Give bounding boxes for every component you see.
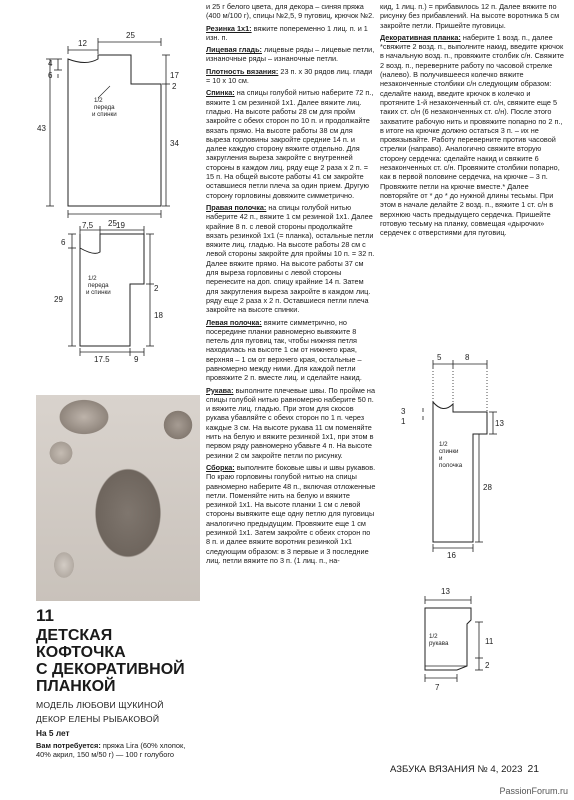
pattern4-label-fraction: 1/2 [429,633,438,640]
pattern1-dim-2: 2 [172,82,177,91]
pattern1-dim-17: 17 [170,71,179,80]
pattern1-label-front: переда [94,104,115,111]
magazine-name: АЗБУКА ВЯЗАНИЯ № 4, 2023 [389,764,523,775]
project-title-block [36,606,201,760]
pattern1-label-fraction: 1/2 [94,97,103,104]
pattern4-dim-7: 7 [435,683,440,692]
pattern3-dim-5: 5 [437,353,442,362]
project-number: 11 [36,606,54,625]
pattern1-dim-43: 43 [37,124,46,133]
pattern2-dim-18: 18 [154,311,163,320]
pattern2-label-fraction: 1/2 [88,275,97,282]
pattern4-dim-13: 13 [441,587,450,596]
pattern1-dim-25-bottom: 25 [108,219,117,228]
pattern-schematic-2 [36,222,206,362]
project-title: ДЕТСКАЯ КОФТОЧКА С ДЕКОРАТИВНОЙ ПЛАНКОЙ [36,627,185,695]
materials-text: Вам потребуется: пряжа Lira (60% хлопок, 40% акрил, 150 м/50 г) — 100 г голубого [36,741,186,760]
pattern2-dim-2: 2 [154,284,159,293]
decor-credit: ДЕКОР ЕЛЕНЫ РЫБАКОВОЙ [36,714,160,724]
pattern-schematic-1 [36,26,206,231]
pattern1-dim-12: 12 [78,39,87,48]
watermark: PassionForum.ru [499,786,568,796]
instructions-column-2 [206,2,376,568]
pattern3-dim-8: 8 [465,353,470,362]
model-credit: МОДЕЛЬ ЛЮБОВИ ЩУКИНОЙ [36,700,164,710]
pattern-schematic-3 [395,350,555,560]
pattern-schematic-4 [395,578,535,698]
pattern1-dim-6: 6 [48,71,53,80]
pattern4-dim-2: 2 [485,661,490,670]
rib-paragraph: Резинка 1х1: вяжите попеременно 1 лиц. п. и 1 изн. п. [206,23,368,42]
pattern3-dim-13: 13 [495,419,504,428]
pattern3-label-fraction: 1/2 [439,441,448,448]
pattern3-dim-16: 16 [447,551,456,560]
stockinette-paragraph: Лицевая гладь: лицевые ряды – лицевые петли, изнаночные ряды – изнаночные петли. [206,45,375,64]
pattern1-label-back: и спинки [92,111,117,118]
page-footer [390,764,539,775]
sleeves-paragraph: Рукава: выполните плечевые швы. По пройме на спицы голубой нитью равномерно наберите 50 п. и вяжите лиц. гладью. При этом для скосов рукава убавляйте с обеих сторон по 1 п. через каждые 3 см. На высоте рукава 11 см поменяйте нить на белую и вяжите резинкой 1х1, при этом в первом ряду равномерно убавьте 4 п. На высоте резинки 2 см закройте петли по рисунку. [206,385,376,460]
decorative-strip-paragraph: Декоративная планка: наберите 1 возд. п., далее *свяжите 2 возд. п., выполните накид, введите крючок в начальную возд. п., провяжите столбик с/н. Свяжите 2 возд. п., переверните работу по часовой стрелке (налево). В получившееся колечко вяжите незаконченные столбики с/н следующим образом: сделайте накид, введите крючок в колечко и протяните 1-й незаконченный ст. с/н, свяжите еще 5 таких ст. с/н (6 незаконченных ст. с/н). После этого захватите рабочую нить и провяжите попарно по 2 п., в итоге на крючке должно остаться 3 п. – их не провязывайте. Работу переверните против часовой стрелки (направо). Аналогично свяжите вторую сторону сердечка: сделайте накид и свяжите 6 незаконченных ст. с/н. Провяжите столбики попарно, как в первой половине сердечка, на крючке – 3 п. Провяжите петли на крючке вместе.* Далее повторяйте от * до * до нужной длины тесьмы. При этом в начале делайте 2 возд. п., вяжите 1 ст. с/н в верхнюю часть предыдущего сердечка. Пришейте готовую тесьму на планку, совмещая «дырочки» сердечек с отверстиями для пуговиц. [380,32,564,238]
size-info: На 5 лет [36,728,70,738]
pattern4-label-sleeve: рукава [429,640,449,647]
pattern2-label-back: и спинки [86,289,111,296]
pattern3-label-front: полочка [439,462,463,469]
pattern3-dim-1: 1 [401,417,406,426]
assembly-paragraph: Сборка: выполните боковые швы и швы рукавов. По краю горловины голубой нитью на спицы равномерно наберите 48 п., включая отложенные петли. Поменяйте нить на белую и вяжите резинкой 1х1. На высоте планки 1 см с левой стороны вывяжите еще одну петлю для пуговицы аналогично предыдущим. Провяжите еще 1 см резинкой 1х1. Затем закройте с обеих сторон по 8 п. и далее вяжите воротник резинкой 1х1 следующим образом: в 3 первые и 3 последние лиц. петли вяжите по 3 п. (1 лиц. п., на- [206,462,376,565]
assembly-continued: кид, 1 лиц. п.) = прибавилось 12 п. Далее вяжите по рисунку без прибавлений. На высоте воротника 5 см закройте петли. Пришейте пуговицы. [380,2,560,30]
page-number: 21 [527,764,539,775]
gauge-paragraph: Плотность вязания: 23 п. х 30 рядов лиц. глади = 10 х 10 см. [206,66,373,86]
pattern2-dim-6: 6 [61,238,66,247]
pattern1-outline [68,55,161,206]
pattern2-label-front: переда [88,282,109,289]
pattern2-dim-19: 19 [116,222,125,230]
pattern1-dim-25-top: 25 [126,31,135,40]
instructions-column-3 [380,2,566,240]
garment-photo [36,395,200,601]
pattern1-dim-34: 34 [170,139,179,148]
left-front-paragraph: Левая полочка: вяжите симметрично, но посередине планки равномерно вывяжите 8 петель для пуговиц так, чтобы нижняя петля находилась на высоте 1 см от нижнего края, верхняя – 1 см от верхнего края, остальные – равномерно между ними. Для каждой петли провяжите 2 п. вместе лиц. и сделайте накид. [206,317,362,383]
right-front-paragraph: Правая полочка: на спицы голубой нитью наберите 42 п., вяжите 1 см резинкой 1х1. Далее крайние 8 п. с левой стороны продолжайте вязать резинкой 1х1 (= планка), остальные петли вяжите лиц. гладью. На высоте работы 28 см с левой стороны закройте для проймы 10 п. = 32 п. Далее вяжите прямо. На высоте работы 37 см для выреза горловины с левой стороны перенесите на доп. спицу крайние 14 п. Затем для закругления выреза закройте в каждом лиц. ряду еще 2 раза х 2 п. Оставшиеся петли плеча закройте на высоте спинки. [206,202,375,315]
pattern3-dim-28: 28 [483,483,492,492]
pattern2-dim-7-5: 7,5 [82,222,94,230]
pattern2-dim-29: 29 [54,295,63,304]
pattern3-label-back: спинки [439,448,459,455]
pattern3-label-and: и [439,455,443,462]
back-paragraph: Спинка: на спицы голубой нитью наберите 72 п., вяжите 1 см резинкой 1х1. Далее вяжите лиц. гладью. На высоте работы 28 см для пройм закройте с обеих сторон по 10 п. и продолжайте вязать прямо. На высоте работы 38 см для выреза горловины закройте средние 14 п. и далее каждую сторону вяжите отдельно. Для закругления выреза закройте с внутренней стороны в каждом лиц. ряду еще 2 раза х 2 п. = 15 п. На общей высоте работы 41 см закройте оставшиеся петли плеча за один прием. Другую сторону горловины довяжите симметрично. [206,88,374,200]
pattern3-dim-3: 3 [401,407,406,416]
pattern4-dim-11: 11 [485,637,494,646]
pattern2-dim-9: 9 [134,355,139,362]
pattern1-dim-4: 4 [48,59,53,68]
pattern2-dim-17-5: 17,5 [94,355,110,362]
materials-continued: и 25 г белого цвета, для декора – синяя пряжа (400 м/100 г), спицы №2,5, 9 пуговиц, крючок №2. [206,2,375,21]
